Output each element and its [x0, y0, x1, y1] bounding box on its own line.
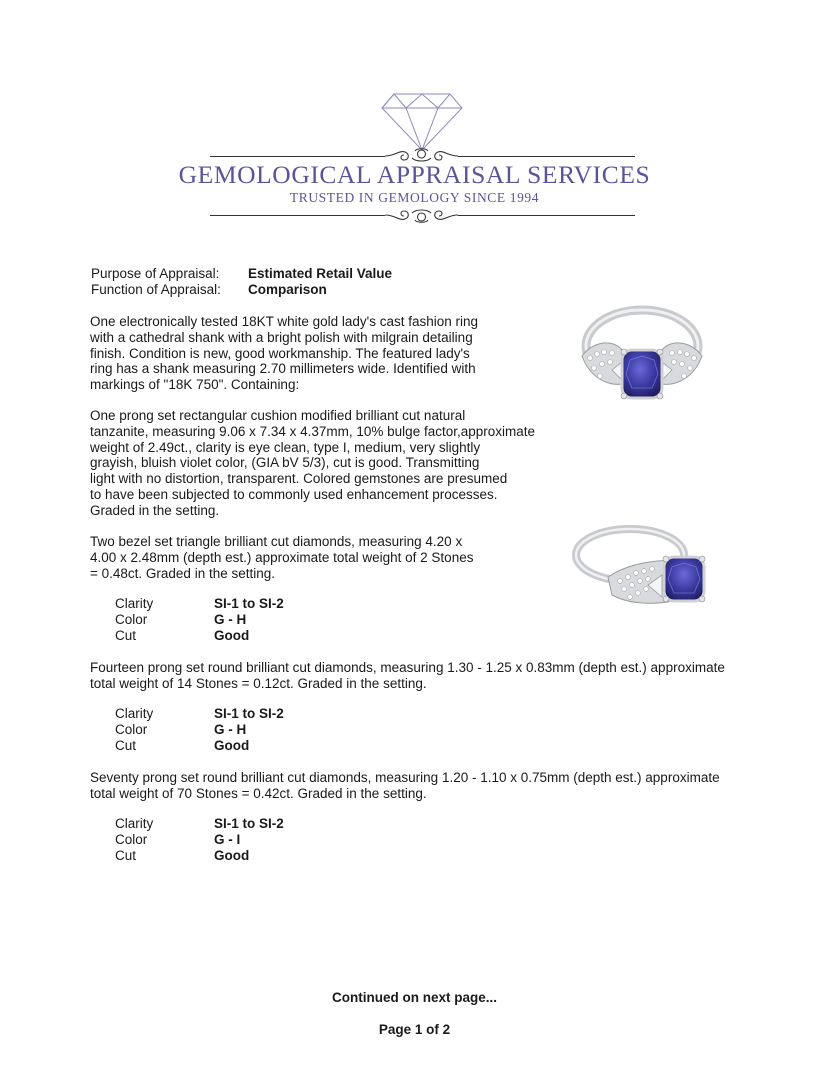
grade-table	[115, 816, 284, 864]
continued-note: Continued on next page...	[332, 990, 497, 1005]
header-rule-bottom-left	[210, 215, 385, 216]
text-line: grayish, bluish violet color, (GIA bV 5/3), cut is good. Transmitting	[90, 455, 480, 471]
letterhead	[0, 0, 829, 240]
text-line: weight of 2.49ct., clarity is eye clean, type I, medium, very slightly	[90, 439, 481, 455]
page-number: Page 1 of 2	[378, 1022, 451, 1037]
text-line: Graded in the setting.	[90, 502, 220, 518]
grade-label: Cut	[115, 628, 137, 643]
grade-label: Clarity	[115, 706, 154, 721]
ring-photo-front	[572, 298, 712, 418]
text-line: One prong set rectangular cushion modified brilliant cut natural	[90, 408, 466, 423]
function-row	[91, 282, 327, 297]
text-line: Seventy prong set round brilliant cut diamonds, measuring 1.20 - 1.10 x 0.75mm (depth est.) approximate	[90, 770, 720, 785]
header-rule-top-left	[210, 156, 385, 157]
text-line: tanzanite, measuring 9.06 x 7.34 x 4.37mm, 10% bulge factor,approximate	[90, 423, 536, 439]
text-line: markings of "18K 750". Containing:	[90, 377, 300, 393]
grade-value: SI-1 to SI-2	[214, 816, 284, 831]
grade-value: Good	[214, 628, 250, 643]
text-line: One electronically tested 18KT white gold lady's cast fashion ring	[90, 314, 479, 329]
text-line: finish. Condition is new, good workmanship. The featured lady's	[90, 345, 470, 361]
header-rule-top-right	[458, 156, 635, 157]
text-line: ring has a shank measuring 2.70 millimeters wide. Identified with	[90, 361, 476, 377]
grade-row	[115, 816, 284, 832]
grade-table	[115, 596, 284, 644]
grade-row	[115, 628, 284, 644]
grade-row	[115, 738, 284, 754]
grade-label: Clarity	[115, 596, 154, 611]
grade-label: Color	[115, 612, 148, 627]
grade-value: G - H	[214, 612, 247, 627]
grade-label: Color	[115, 832, 148, 847]
grade-label: Cut	[115, 848, 137, 863]
text-line: total weight of 14 Stones = 0.12ct. Graded in the setting.	[90, 675, 427, 691]
text-line: Two bezel set triangle brilliant cut diamonds, measuring 4.20 x	[90, 534, 463, 549]
stone-group-description	[90, 770, 720, 802]
text-line: 4.00 x 2.48mm (depth est.) approximate total weight of 2 Stones	[90, 549, 474, 565]
grade-value: G - I	[214, 832, 241, 847]
company-tagline: TRUSTED IN GEMOLOGY SINCE 1994	[289, 190, 540, 205]
header-rule-bottom-right	[458, 215, 635, 216]
text-line: total weight of 70 Stones = 0.42ct. Graded in the setting.	[90, 785, 427, 801]
purpose-label: Purpose of Appraisal:	[91, 266, 220, 281]
scroll-flourish-icon	[385, 205, 458, 225]
grade-row	[115, 722, 284, 738]
ring-photo-side	[568, 515, 724, 615]
text-line: with a cathedral shank with a bright polish with milgrain detailing	[90, 329, 473, 345]
purpose-value: Estimated Retail Value	[248, 266, 393, 281]
grade-label: Cut	[115, 738, 137, 753]
function-label: Function of Appraisal:	[91, 282, 221, 297]
grade-value: SI-1 to SI-2	[214, 596, 284, 611]
text-line: to have been subjected to commonly used enhancement processes.	[90, 486, 498, 502]
grade-value: Good	[214, 738, 250, 753]
function-value: Comparison	[248, 282, 327, 297]
grade-value: G - H	[214, 722, 247, 737]
text-line: Fourteen prong set round brilliant cut diamonds, measuring 1.30 - 1.25 x 0.83mm (depth est.) approximate	[90, 660, 725, 675]
grade-label: Clarity	[115, 816, 154, 831]
text-line: = 0.48ct. Graded in the setting.	[90, 565, 275, 581]
grade-row	[115, 596, 284, 612]
center-stone-description	[90, 408, 535, 519]
grade-value: SI-1 to SI-2	[214, 706, 284, 721]
grade-row	[115, 612, 284, 628]
grade-label: Color	[115, 722, 148, 737]
grade-table	[115, 706, 284, 754]
text-line: light with no distortion, transparent. Colored gemstones are presumed	[90, 471, 508, 487]
company-name: GEMOLOGICAL APPRAISAL SERVICES	[178, 160, 651, 189]
purpose-row	[91, 266, 392, 281]
grade-row	[115, 848, 284, 864]
grade-row	[115, 706, 284, 722]
grade-value: Good	[214, 848, 250, 863]
ring-description	[90, 314, 478, 393]
stone-group-description	[90, 660, 725, 692]
diamond-outline-icon	[380, 90, 464, 152]
grade-row	[115, 832, 284, 848]
stone-group-description	[90, 534, 473, 581]
